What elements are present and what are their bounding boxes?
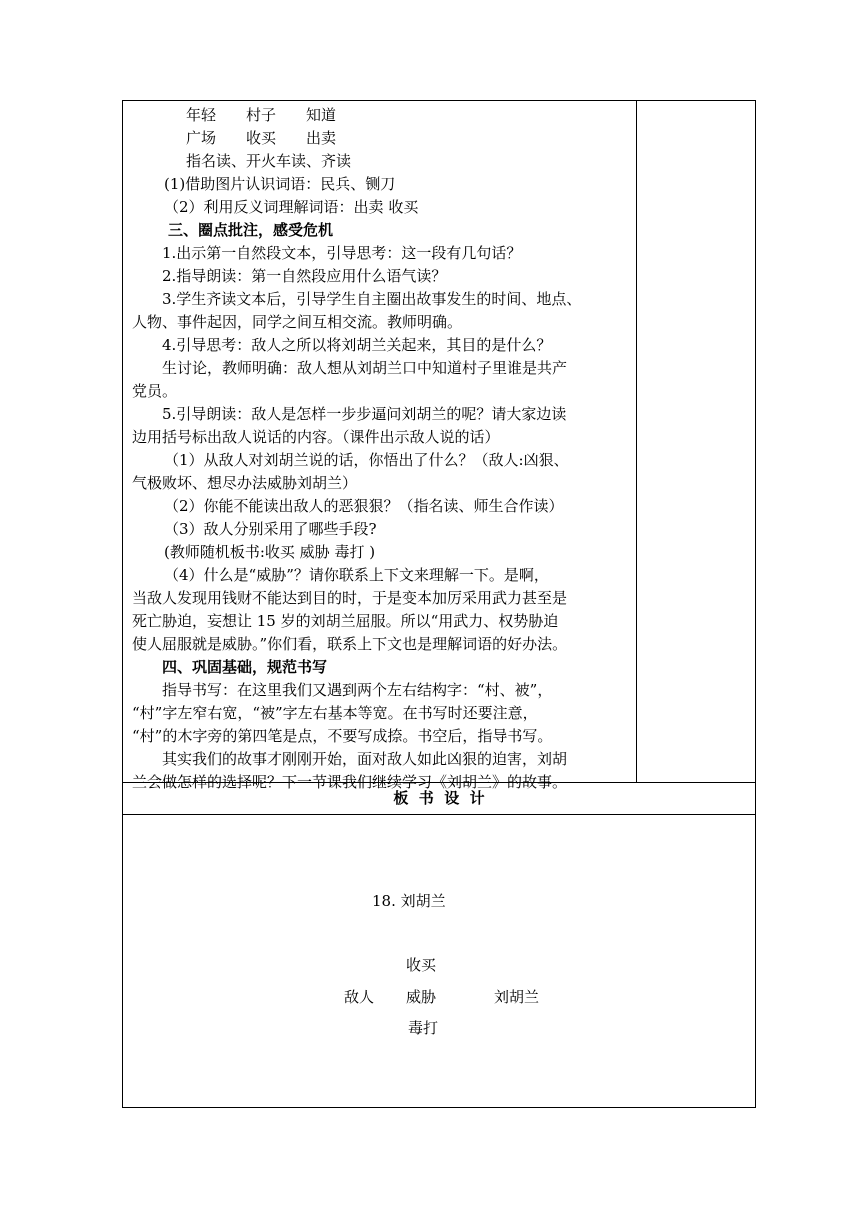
text-line: “村”字左窄右宽，“被”字左右基本等宽。在书写时还要注意， [132, 704, 538, 722]
board-word-liu: 刘胡兰 [494, 988, 540, 1006]
text-line: 当敌人发现用钱财不能达到目的时，于是变本加厉采用武力甚至是 [132, 589, 568, 607]
board-word-enemy: 敌人 [344, 988, 375, 1006]
text-line: 指导书写：在这里我们又遇到两个左右结构字：“村、被”， [162, 681, 553, 699]
board-design-header [122, 783, 756, 814]
text-line: （2）利用反义词理解词语：出卖 收买 [164, 198, 419, 216]
text-line: 4.引导思考：敌人之所以将刘胡兰关起来，其目的是什么？ [162, 336, 552, 354]
text-line: （3）敌人分别采用了哪些手段? [164, 520, 377, 538]
section-heading: 三、圈点批注，感受危机 [168, 221, 334, 239]
table-row-divider [122, 814, 756, 815]
text-line: 兰会做怎样的选择呢？下一节课我们继续学习《刘胡兰》的故事。 [132, 773, 568, 791]
text-line: 死亡胁迫，妄想让 15 岁的刘胡兰屈服。所以“用武力、权势胁迫 [132, 612, 559, 630]
text-line: 5.引导朗读：敌人是怎样一步步逼问刘胡兰的呢？请大家边读 [162, 405, 567, 423]
text-line: 使人屈服就是威胁。”你们看，联系上下文也是理解词语的好办法。 [132, 635, 568, 653]
section-heading: 四、巩固基础，规范书写 [162, 658, 328, 676]
text-line: 气极败坏、想尽办法威胁刘胡兰） [132, 474, 358, 492]
text-line: (教师随机板书:收买 威胁 毒打 ) [164, 543, 376, 561]
board-title: 18. 刘胡兰 [372, 892, 446, 910]
text-line: “村”的木字旁的第四笔是点，不要写成捺。书空后，指导书写。 [132, 727, 553, 745]
text-line: 其实我们的故事才刚刚开始，面对敌人如此凶狠的迫害，刘胡 [162, 750, 568, 768]
text-line: 党员。 [132, 382, 178, 400]
text-line: 生讨论，教师明确：敌人想从刘胡兰口中知道村子里谁是共产 [162, 359, 568, 377]
text-line: （4）什么是“威胁”？请你联系上下文来理解一下。是啊， [164, 566, 549, 584]
text-line: 边用括号标出敌人说话的内容。（课件出示敌人说的话） [132, 428, 500, 446]
table-column-divider [636, 100, 637, 782]
board-word-beat: 毒打 [408, 1019, 439, 1037]
text-line: （2）你能不能读出敌人的恶狠狠？（指名读、师生合作读） [164, 497, 564, 515]
board-word-threaten: 威胁 [406, 988, 437, 1006]
text-line: 广场 收买 出卖 [186, 129, 337, 147]
text-line: 2.指导朗读：第一自然段应用什么语气读？ [162, 267, 447, 285]
text-line: 1.出示第一自然段文本，引导思考：这一段有几句话？ [162, 244, 522, 262]
board-design-title: 板 书 设 计 [393, 789, 485, 807]
text-line: （1）从敌人对刘胡兰说的话，你悟出了什么？（敌人:凶狠、 [164, 451, 569, 469]
text-line: 年轻 村子 知道 [186, 106, 337, 124]
text-line: (1)借助图片认识词语：民兵、铡刀 [164, 175, 396, 193]
board-word-buy: 收买 [406, 956, 437, 974]
text-line: 人物、事件起因，同学之间互相交流。教师明确。 [132, 313, 463, 331]
lesson-content [132, 104, 632, 794]
text-line: 指名读、开火车读、齐读 [186, 152, 352, 170]
text-line: 3.学生齐读文本后，引导学生自主圈出故事发生的时间、地点、 [162, 290, 582, 308]
